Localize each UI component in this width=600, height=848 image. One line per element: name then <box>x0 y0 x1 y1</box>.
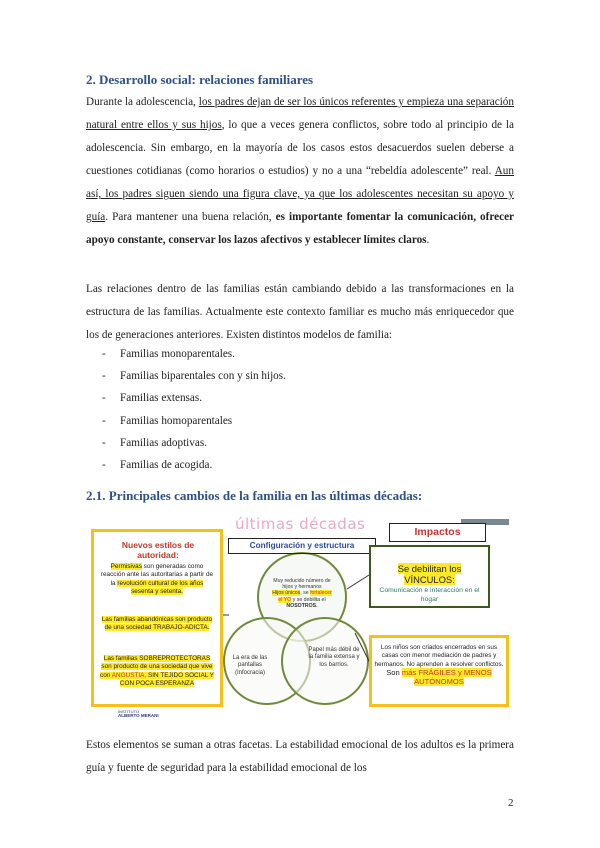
list-item: - Familias de acogida. <box>102 454 286 476</box>
bold-text: es importante fomentar la comunicación, ofrecer apoyo constante, conservar los lazos afectivos y establecer límites claros <box>86 211 515 246</box>
text-line: Muy reducido número de <box>273 578 331 584</box>
text-span: Las familias SOBREPROTECTORAS son producto de una sociedad que vive con <box>100 655 213 679</box>
overprotective-text <box>99 655 215 688</box>
list-item: - Familias monoparentales. <box>102 343 286 365</box>
highlight-text: Hijos únicos <box>272 590 301 597</box>
highlight-text <box>100 655 214 687</box>
permissive-text <box>99 563 215 596</box>
family-changes-infographic <box>87 515 512 718</box>
text-span: . Para mantener una buena relación, <box>105 211 276 223</box>
highlight-text: Permisivas <box>110 563 142 570</box>
text-span: . <box>426 234 430 246</box>
highlight-text: Se debilitan los <box>397 563 462 574</box>
highlight-text: VÍNCULOS: <box>404 574 455 585</box>
family-models-list <box>102 343 286 476</box>
vinculos-title <box>371 563 488 585</box>
connector-line <box>347 575 369 589</box>
children-box <box>369 635 509 707</box>
paragraph-emotional-stability: Estos elementos se suman a otras facetas. La estabilidad emocional de los adultos es la primera guía y fuente de seguridad para la estabilidad emocional de los <box>86 739 514 774</box>
impactos-label: Impactos <box>389 523 486 542</box>
logo-text: ALBERTO MERANI <box>118 713 159 718</box>
highlight-text: fortalecer <box>310 590 332 597</box>
list-item: - Familias extensas. <box>102 387 286 409</box>
list-item: - Familias biparentales con y sin hijos. <box>102 365 286 387</box>
highlight-text: el YO <box>278 596 292 603</box>
infographic-faded-title: últimas décadas <box>235 515 366 533</box>
text-span: , lo que a veces genera conflictos, sobre todo al principio de la adolescencia. Sin embargo, en la mayoría de los casos estos desacuerdos suelen deberse a cuestiones cotidianas (como horarios o estudios) y no a una “rebeldía adolescente” real. <box>86 119 515 177</box>
children-text: Los niños son criados encerrados en sus casas con menor mediación de padres y hermanos. No aprenden a resolver conflictos. <box>374 644 504 668</box>
text-span: y se debilita el <box>291 596 326 603</box>
circle-top-text <box>268 578 336 609</box>
text-span: , se <box>300 590 311 597</box>
circle-left-text: La era de las pantallas (Infocracia) <box>232 655 268 676</box>
children-emphasis <box>372 669 506 688</box>
list-item: - Familias adoptivas. <box>102 432 286 454</box>
underlined-text: los padres dejan de ser los únicos referentes y empieza una separación natural entre ellos y sus hijos <box>86 96 514 131</box>
list-item: - Familias homoparentales <box>102 410 286 432</box>
authority-styles-box <box>91 529 223 718</box>
subsection-heading: 2.1. Principales cambios de la familia en las últimas décadas: <box>86 488 423 503</box>
authority-styles-title: Nuevos estilos de autoridad: <box>121 540 195 560</box>
institute-logo <box>118 710 159 718</box>
text-span: SIN TEJIDO SOCIAL Y CON POCA ESPERANZA <box>119 671 214 687</box>
underlined-text: Aun así, los padres siguen siendo una figura clave, ya que los adolescentes necesitan su apoyo y guía <box>86 165 514 223</box>
highlight-text: Las familias abandónicas son producto de una sociedad TRABAJO-ADICTA. <box>101 616 213 632</box>
text-line: NOSOTROS. <box>286 602 318 609</box>
section-heading: 2. Desarrollo social: relaciones familiares <box>86 72 314 87</box>
highlight-text: más FRÁGILES y MENOS AUTÓNOMOS <box>401 667 492 687</box>
abandonic-text <box>99 616 215 633</box>
highlight-text: revolución cultural de los años sesenta y setenta. <box>117 579 204 595</box>
paragraph-adolescence <box>86 91 514 252</box>
configuration-label: Configuración y estructura <box>228 538 376 554</box>
vinculos-box <box>369 545 490 608</box>
page-number: 2 <box>508 797 514 809</box>
logo-text: INSTITUTO <box>118 709 140 714</box>
text-span: son generadas como reacción ante las autoritarias a partir de la <box>100 563 214 587</box>
text-span: Son <box>386 667 402 677</box>
text-line: hijos y hermanos <box>282 584 322 591</box>
paragraph-family-changes: Las relaciones dentro de las familias están cambiando debido a las transformaciones en la estructura de las familias. Actualmente este contexto familiar es mucho más enriquecedor que los de generaciones anteriores. Existen distintos modelos de familia: <box>86 283 514 341</box>
text-span: Durante la adolescencia, <box>86 96 199 108</box>
text-span: ANGUSTIA, <box>111 671 147 679</box>
circle-right-text: Papel más débil de la familia extensa y los barrios. <box>308 647 360 668</box>
vinculos-subtitle: Comunicación e interacción en el hogar <box>379 587 480 603</box>
